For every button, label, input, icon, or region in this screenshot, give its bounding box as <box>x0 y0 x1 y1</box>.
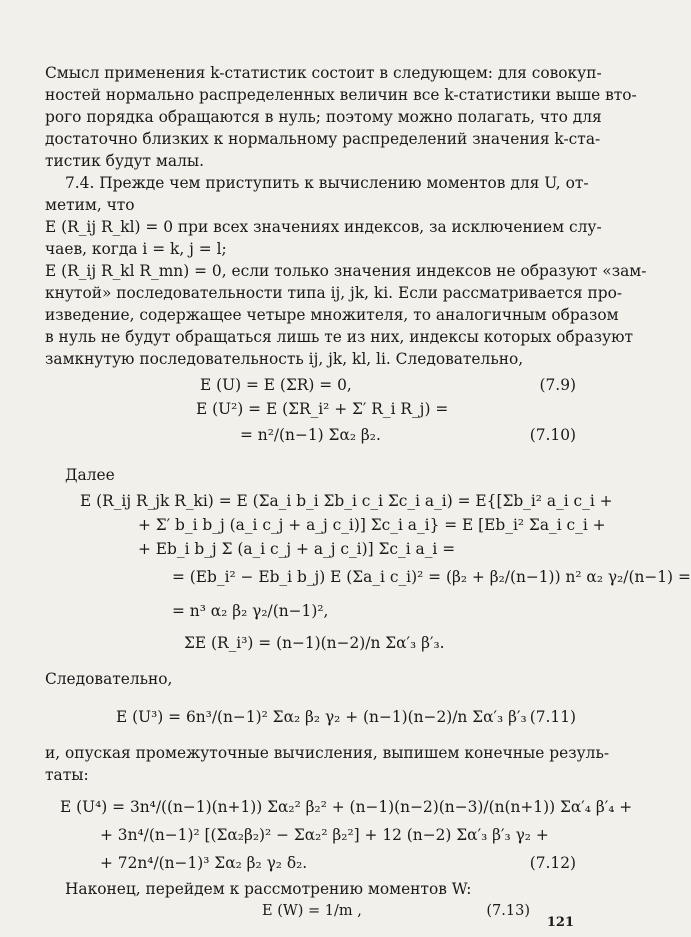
text-line: E (R_ij R_kl R_mn) = 0, если только значения индексов не образуют «зам- <box>45 262 647 280</box>
page-number: 121 <box>546 915 574 930</box>
equation-number: (7.9) <box>539 376 576 394</box>
text-line: в нуль не будут обращаться лишь те из них, индексы которых образуют <box>45 328 633 346</box>
derivation-line: E (R_ij R_jk R_ki) = E (Σa_i b_i Σb_i c_i Σc_i a_i) = E{[Σb_i² a_i c_i + <box>80 492 613 510</box>
text-line: изведение, содержащее четыре множителя, то аналогичным образом <box>45 306 619 324</box>
equation-7-10-line2: = n²/(n−1) Σα₂ β₂. <box>240 426 381 444</box>
derivation-line: + Σ′ b_i b_j (a_i c_j + a_j c_i)] Σc_i a_i} = E [Eb_i² Σa_i c_i + <box>138 516 606 534</box>
text-line: ностей нормально распределенных величин все k-статистики выше вто- <box>45 86 637 104</box>
equation-7-12-line3: + 72n⁴/(n−1)³ Σα₂ β₂ γ₂ δ₂. <box>100 854 308 872</box>
text-line: таты: <box>45 766 89 784</box>
text-line: чаев, когда i = k, j = l; <box>45 240 227 258</box>
equation-7-12-line2: + 3n⁴/(n−1)² [(Σα₂β₂)² − Σα₂² β₂²] + 12 (n−2) Σα′₃ β′₃ γ₂ + <box>100 826 549 844</box>
equation-number: (7.10) <box>529 426 576 444</box>
text-line: E (R_ij R_kl) = 0 при всех значениях индексов, за исключением слу- <box>45 218 602 236</box>
text-line: достаточно близких к нормальному распределений значения k-ста- <box>45 130 601 148</box>
equation-number: (7.13) <box>486 903 530 919</box>
equation-number: (7.12) <box>529 854 576 872</box>
derivation-line: = n³ α₂ β₂ γ₂/(n−1)², <box>172 602 329 620</box>
text-line: Далее <box>65 466 115 484</box>
derivation-line: ΣE (R_i³) = (n−1)(n−2)/n Σα′₃ β′₃. <box>184 634 445 652</box>
derivation-line: = (Eb_i² − Eb_i b_j) E (Σa_i c_i)² = (β₂ + β₂/(n−1)) n² α₂ γ₂/(n−1) = <box>172 568 691 586</box>
equation-number: (7.11) <box>529 708 576 726</box>
equation-7-11: E (U³) = 6n³/(n−1)² Σα₂ β₂ γ₂ + (n−1)(n−2)/n Σα′₃ β′₃ <box>116 708 527 726</box>
equation-7-9: E (U) = E (ΣR) = 0, <box>200 376 352 394</box>
text-line: замкнутую последовательность ij, jk, kl, li. Следовательно, <box>45 350 524 368</box>
derivation-line: + Eb_i b_j Σ (a_i c_j + a_j c_i)] Σc_i a_i = <box>138 540 456 558</box>
text-line: тистик будут малы. <box>45 152 205 170</box>
text-line: Наконец, перейдем к рассмотрению моментов W: <box>65 880 472 898</box>
equation-7-12-line1: E (U⁴) = 3n⁴/((n−1)(n+1)) Σα₂² β₂² + (n−1)(n−2)(n−3)/(n(n+1)) Σα′₄ β′₄ + <box>60 798 633 816</box>
text-line: метим, что <box>45 196 135 214</box>
text-line: Следовательно, <box>45 670 173 688</box>
equation-7-13: E (W) = 1/m , <box>262 903 362 919</box>
equation-7-10-line1: E (U²) = E (ΣR_i² + Σ′ R_i R_j) = <box>196 400 449 418</box>
text-line: рого порядка обращаются в нуль; поэтому можно полагать, что для <box>45 108 602 126</box>
text-line: и, опуская промежуточные вычисления, выпишем конечные резуль- <box>45 744 610 762</box>
text-line: 7.4. Прежде чем приступить к вычислению моментов для U, от- <box>65 174 589 192</box>
text-line: Смысл применения k-статистик состоит в следующем: для совокуп- <box>45 64 602 82</box>
text-line: кнутой» последовательности типа ij, jk, ki. Если рассматривается про- <box>45 284 623 302</box>
